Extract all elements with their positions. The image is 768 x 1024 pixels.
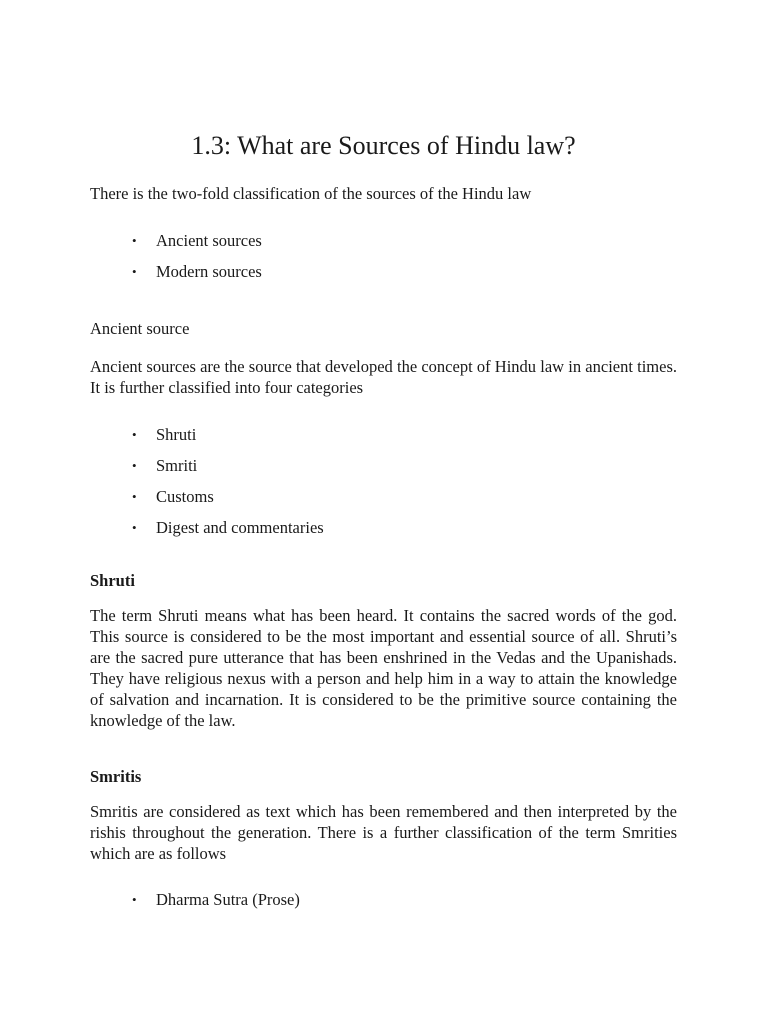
bullet-icon: • xyxy=(132,489,137,504)
bullet-icon: • xyxy=(132,233,137,248)
list-item-label: Digest and commentaries xyxy=(156,518,324,537)
smritis-paragraph: Smritis are considered as text which has been remembered and then interpreted by the rishis throughout the generation. There is a further classification of the term Smrities which are as follows xyxy=(90,802,677,863)
shruti-heading: Shruti xyxy=(90,571,135,590)
ancient-source-heading: Ancient source xyxy=(90,319,190,338)
smritis-list xyxy=(90,889,300,920)
list-item-label: Dharma Sutra (Prose) xyxy=(156,890,300,909)
list-item-label: Shruti xyxy=(156,425,197,444)
list-item xyxy=(90,486,324,517)
bullet-icon: • xyxy=(132,892,137,907)
list-item-label: Modern sources xyxy=(156,262,262,281)
list-item-label: Ancient sources xyxy=(156,231,262,250)
classification-list xyxy=(90,230,262,292)
list-item-label: Customs xyxy=(156,487,214,506)
bullet-icon: • xyxy=(132,520,137,535)
bullet-icon: • xyxy=(132,458,137,473)
list-item xyxy=(90,230,262,261)
ancient-source-paragraph: Ancient sources are the source that developed the concept of Hindu law in ancient times. It is further classified into four categories xyxy=(90,357,677,397)
ancient-sources-list xyxy=(90,424,324,548)
list-item xyxy=(90,889,300,920)
bullet-icon: • xyxy=(132,264,137,279)
list-item xyxy=(90,517,324,548)
intro-paragraph: There is the two-fold classification of the sources of the Hindu law xyxy=(90,184,532,203)
list-item xyxy=(90,261,262,292)
bullet-icon: • xyxy=(132,427,137,442)
page-title: 1.3: What are Sources of Hindu law? xyxy=(191,131,576,160)
list-item xyxy=(90,455,324,486)
list-item-label: Smriti xyxy=(156,456,198,475)
smritis-heading: Smritis xyxy=(90,767,142,786)
list-item xyxy=(90,424,324,455)
shruti-paragraph: The term Shruti means what has been heard. It contains the sacred words of the god. This source is considered to be the most important and essential source of all. Shruti’s are the sacred pure utterance that has been enshrined in the Vedas and the Upanishads. They have religious nexus with a person and help him in a way to attain the knowledge of salvation and incarnation. It is considered to be the primitive source containing the knowledge of the law. xyxy=(90,606,677,730)
